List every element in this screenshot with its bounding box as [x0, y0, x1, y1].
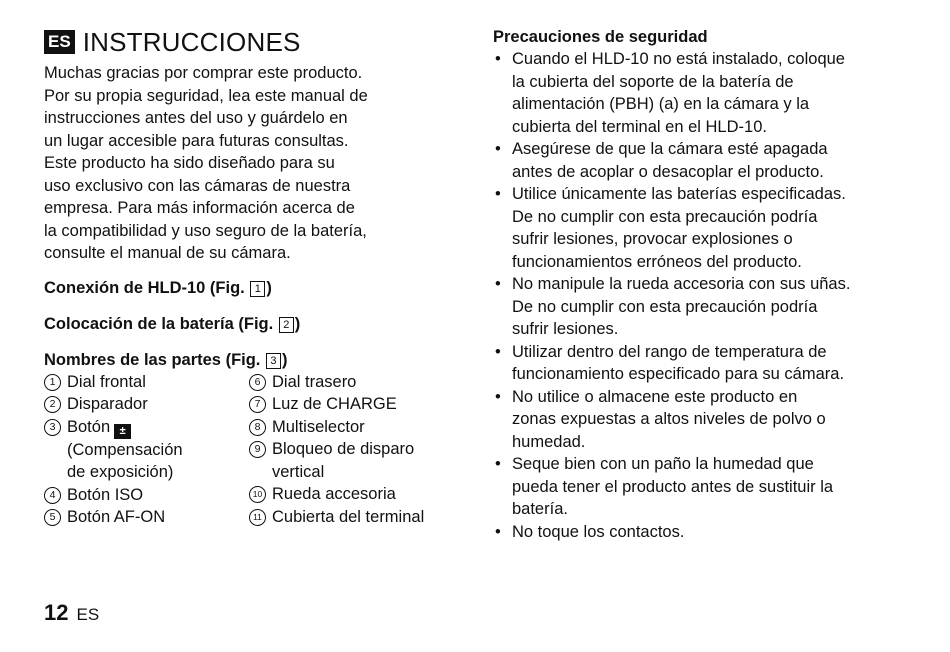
- part-item: [44, 416, 249, 484]
- heading-label: Nombres de las partes (Fig.: [44, 350, 265, 369]
- intro-paragraph: [44, 62, 464, 265]
- precaution-line: cubierta del terminal en el HLD-10.: [512, 117, 767, 136]
- part-item: [249, 506, 464, 529]
- figure-ref-box: 1: [250, 281, 265, 297]
- part-number: 8: [249, 419, 266, 436]
- intro-line: uso exclusivo con las cámaras de nuestra: [44, 176, 351, 195]
- precaution-line: humedad.: [512, 432, 586, 451]
- precaution-line: No manipule la rueda accesoria con sus uñas.: [512, 275, 851, 293]
- precaution-line: No toque los contactos.: [512, 522, 685, 541]
- part-label: de exposición): [67, 463, 174, 481]
- intro-line: un lugar accesible para futuras consultas.: [44, 131, 349, 150]
- precaution-line: sufrir lesiones, provocar explosiones o: [512, 230, 793, 248]
- precaution-line: De no cumplir con esta precaución podría: [512, 297, 818, 316]
- part-label: Rueda accesoria: [272, 485, 396, 503]
- part-number: 4: [44, 487, 61, 504]
- precaution-line: Utilice únicamente las baterías especificadas.: [512, 185, 846, 203]
- precaution-item: [493, 341, 913, 386]
- part-label: Multiselector: [272, 417, 365, 436]
- part-label-multiline: [272, 438, 414, 483]
- part-number: 11: [249, 509, 266, 526]
- heading-parts: [44, 349, 464, 371]
- precaution-item: [493, 273, 913, 341]
- part-item: [44, 393, 249, 416]
- intro-line: empresa. Para más información acerca de: [44, 199, 355, 217]
- part-item: [44, 484, 249, 507]
- part-item: [249, 416, 464, 439]
- part-number: 2: [44, 396, 61, 413]
- precautions-list: [493, 48, 913, 543]
- heading-close: ): [266, 278, 272, 297]
- intro-line: consulte el manual de su cámara.: [44, 244, 291, 262]
- heading-label: Colocación de la batería (Fig.: [44, 314, 278, 333]
- precautions-title: Precauciones de seguridad: [493, 28, 708, 46]
- precaution-item: [493, 183, 913, 273]
- part-label: Dial frontal: [67, 372, 146, 391]
- intro-line: Muchas gracias por comprar este producto.: [44, 64, 363, 82]
- part-label: Cubierta del terminal: [272, 507, 425, 526]
- precaution-line: funcionamientos erróneos del producto.: [512, 252, 802, 271]
- part-label: Bloqueo de disparo: [272, 440, 415, 458]
- right-column: [493, 26, 913, 543]
- precaution-item: [493, 453, 913, 521]
- part-item: [44, 371, 249, 394]
- part-label: Disparador: [67, 395, 148, 413]
- part-number: 7: [249, 396, 266, 413]
- heading-label: Conexión de HLD-10 (Fig.: [44, 278, 250, 297]
- part-item: [249, 371, 464, 394]
- part-number: 9: [249, 441, 266, 458]
- precaution-item: [493, 138, 913, 183]
- part-number: 6: [249, 374, 266, 391]
- part-number: 3: [44, 419, 61, 436]
- part-label: Botón: [67, 417, 111, 436]
- precaution-item: [493, 48, 913, 138]
- precaution-line: antes de acoplar o desacoplar el producto.: [512, 162, 824, 181]
- title-row: [44, 26, 464, 58]
- precaution-line: batería.: [512, 500, 568, 518]
- precaution-line: funcionamiento especificado para su cámara.: [512, 365, 845, 383]
- exposure-compensation-icon: ±: [114, 424, 131, 439]
- figure-ref-box: 3: [266, 353, 281, 369]
- intro-line: la compatibilidad y uso seguro de la batería,: [44, 221, 367, 240]
- parts-column-left: [44, 371, 249, 529]
- part-item: [249, 438, 464, 483]
- precaution-item: [493, 386, 913, 454]
- precaution-item: [493, 521, 913, 544]
- page-title: INSTRUCCIONES: [82, 26, 301, 57]
- part-label: (Compensación: [67, 440, 183, 459]
- part-item: [249, 483, 464, 506]
- precaution-line: pueda tener el producto antes de sustituir la: [512, 477, 834, 496]
- heading-close: ): [294, 314, 301, 333]
- part-label: vertical: [272, 462, 325, 481]
- part-label: Dial trasero: [272, 372, 357, 391]
- precaution-line: Asegúrese de que la cámara esté apagada: [512, 140, 828, 158]
- precaution-line: la cubierta del soporte de la batería de: [512, 72, 794, 91]
- part-number: 1: [44, 374, 61, 391]
- part-label: Luz de CHARGE: [272, 395, 397, 413]
- precaution-line: De no cumplir con esta precaución podría: [512, 207, 818, 226]
- left-column: [44, 26, 464, 529]
- part-label: Botón AF-ON: [67, 508, 166, 526]
- intro-line: Por su propia seguridad, lea este manual de: [44, 86, 368, 105]
- precaution-line: Utilizar dentro del rango de temperatura de: [512, 342, 827, 361]
- page-footer: [44, 600, 99, 626]
- language-badge: ES: [44, 30, 75, 54]
- part-number: 5: [44, 509, 61, 526]
- page-number: 12: [44, 600, 69, 625]
- intro-line: Este producto ha sido diseñado para su: [44, 154, 335, 172]
- part-label: Botón ISO: [67, 485, 144, 504]
- precaution-line: No utilice o almacene este producto en: [512, 387, 798, 406]
- heading-battery: [44, 313, 464, 335]
- intro-line: instrucciones antes del uso y guárdelo en: [44, 109, 348, 127]
- part-label-multiline: [67, 416, 183, 484]
- precaution-line: Seque bien con un paño la humedad que: [512, 455, 814, 473]
- footer-language: ES: [76, 605, 100, 624]
- precaution-line: zonas expuestas a altos niveles de polvo o: [512, 410, 826, 428]
- precaution-line: Cuando el HLD-10 no está instalado, coloque: [512, 50, 845, 68]
- figure-ref-box: 2: [279, 317, 294, 333]
- parts-list: [44, 371, 464, 529]
- heading-connection: [44, 277, 464, 299]
- parts-column-right: [249, 371, 464, 529]
- part-number: 10: [249, 486, 266, 503]
- part-item: [44, 506, 249, 529]
- precaution-line: alimentación (PBH) (a) en la cámara y la: [512, 95, 810, 113]
- heading-close: ): [281, 350, 288, 369]
- precaution-line: sufrir lesiones.: [512, 320, 619, 338]
- part-item: [249, 393, 464, 416]
